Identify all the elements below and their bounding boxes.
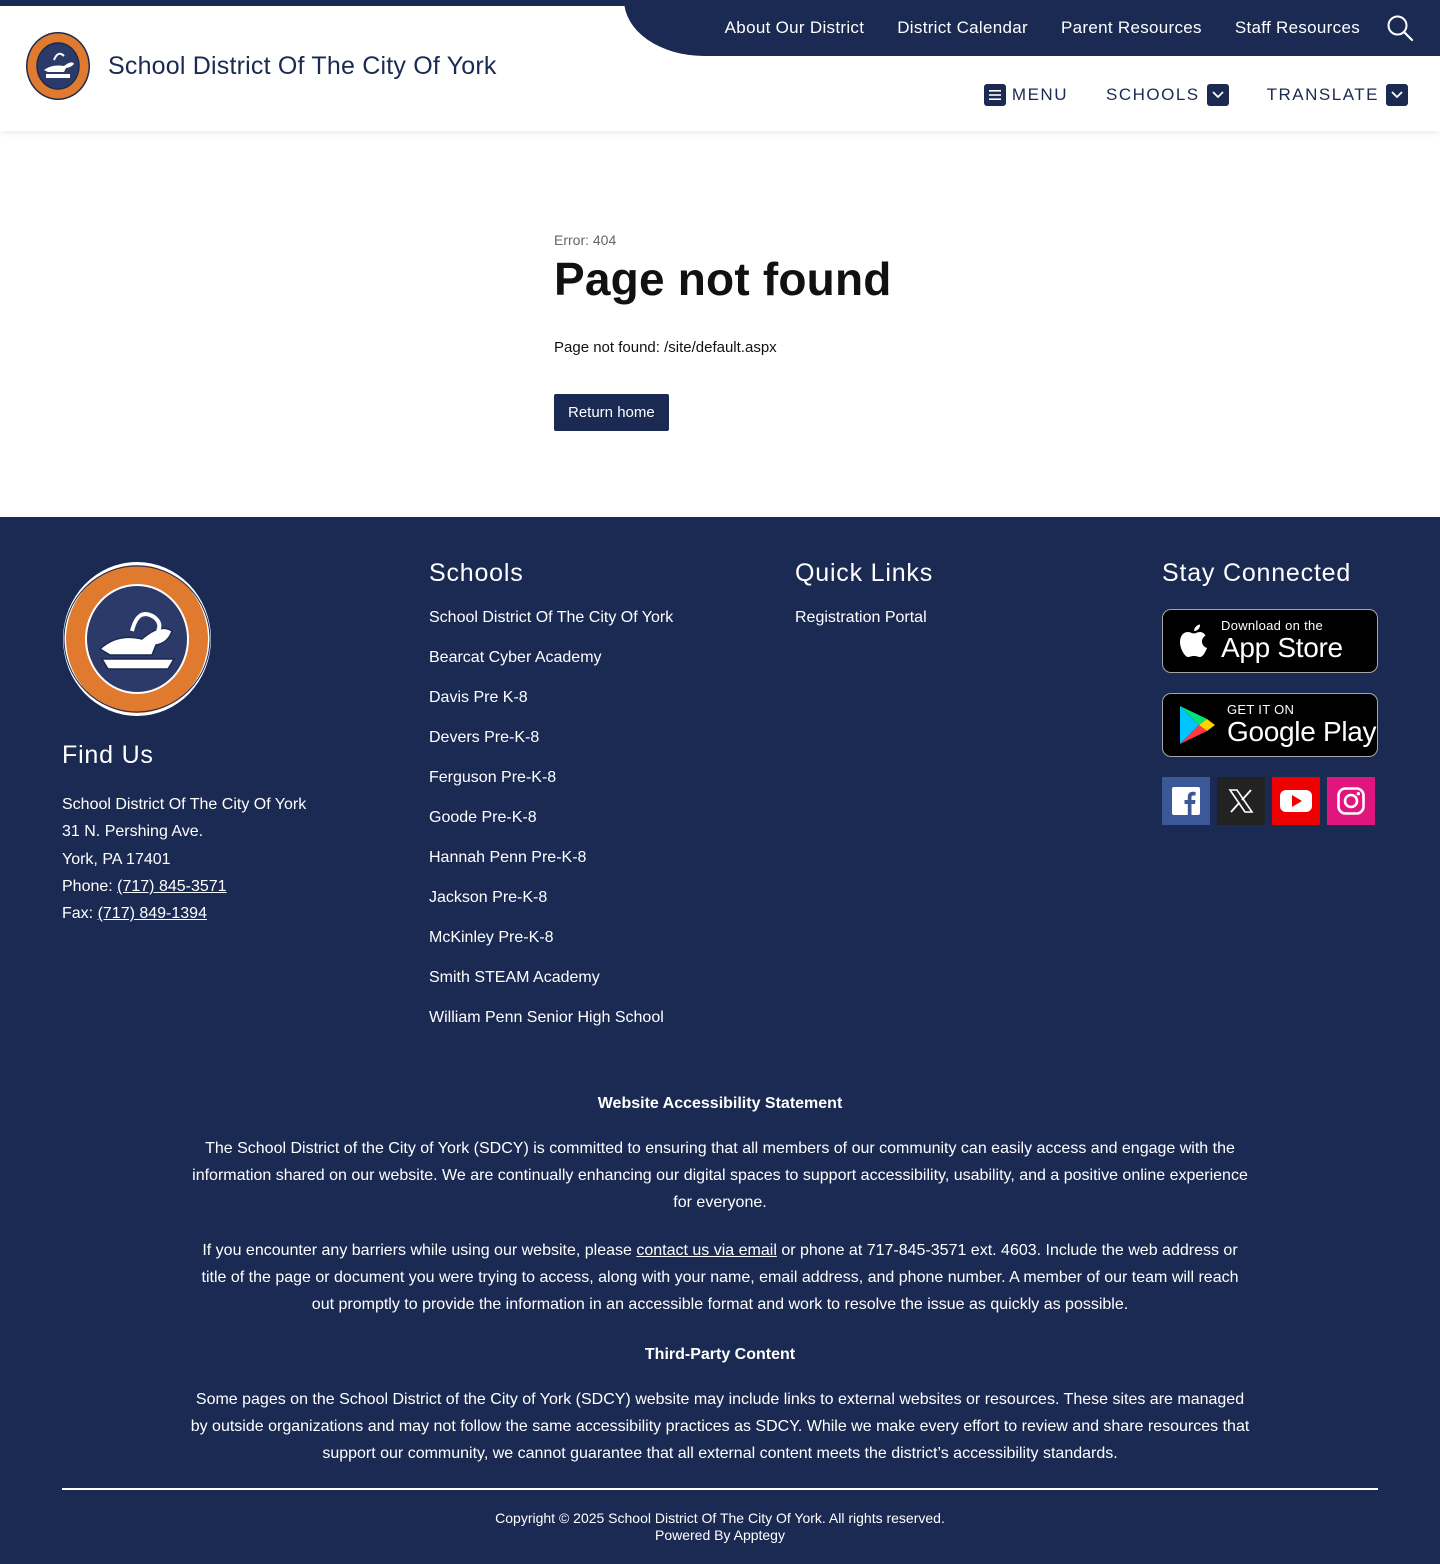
search-icon bbox=[1386, 14, 1414, 42]
school-link[interactable]: Smith STEAM Academy bbox=[429, 969, 600, 986]
chevron-down-icon bbox=[1207, 84, 1229, 106]
school-link[interactable]: Ferguson Pre-K-8 bbox=[429, 769, 557, 786]
instagram-icon bbox=[1336, 786, 1366, 816]
error-content bbox=[554, 232, 1254, 431]
utility-link-staff-resources[interactable]: Staff Resources bbox=[1234, 18, 1360, 37]
utility-link-about[interactable]: About Our District bbox=[724, 18, 865, 37]
school-link[interactable]: Devers Pre-K-8 bbox=[429, 729, 540, 746]
main-nav bbox=[984, 84, 1408, 106]
accessibility-heading-text: Website Accessibility Statement bbox=[597, 1095, 843, 1112]
quick-links-list bbox=[795, 609, 927, 649]
city-state-zip: York, PA 17401 bbox=[62, 850, 171, 868]
district-name: School District Of The City Of York bbox=[62, 796, 307, 813]
x-icon bbox=[1227, 787, 1255, 815]
third-party-heading-text: Third-Party Content bbox=[644, 1346, 796, 1363]
schools-title: Schools bbox=[429, 559, 524, 587]
district-seal-logo bbox=[62, 561, 212, 717]
fax-link[interactable]: (717) 849-1394 bbox=[97, 905, 207, 923]
school-link[interactable]: Goode Pre-K-8 bbox=[429, 809, 537, 826]
school-link[interactable]: Hannah Penn Pre-K-8 bbox=[429, 849, 587, 866]
site-footer bbox=[0, 517, 1440, 1564]
stay-connected-title: Stay Connected bbox=[1162, 559, 1352, 587]
school-link[interactable]: McKinley Pre-K-8 bbox=[429, 929, 554, 946]
phone-link[interactable]: (717) 845-3571 bbox=[117, 877, 227, 895]
list-item bbox=[429, 849, 673, 889]
error-code: Error: 404 bbox=[554, 232, 617, 248]
footer-divider bbox=[62, 1488, 1378, 1490]
accessibility-paragraph-1: The School District of the City of York (SDCY) is committed to ensuring that all members of our community can easily access and engage with the information shared on our website. We are continually enhancing our digital spaces to support accessibility, usability, and a positive online experience for everyone. bbox=[192, 1140, 1248, 1212]
facebook-icon bbox=[1171, 786, 1201, 816]
list-item bbox=[429, 769, 673, 809]
app-store-button[interactable] bbox=[1162, 609, 1378, 673]
school-link[interactable]: School District Of The City Of York bbox=[429, 609, 674, 626]
brand-link[interactable] bbox=[24, 30, 497, 102]
phone-line bbox=[62, 873, 306, 900]
error-message: Page not found: /site/default.aspx bbox=[554, 339, 777, 356]
find-us-title: Find Us bbox=[62, 741, 154, 769]
school-link[interactable]: Jackson Pre-K-8 bbox=[429, 889, 548, 906]
google-play-big-text: Google Play bbox=[1227, 716, 1377, 747]
accessibility-paragraph-2 bbox=[190, 1237, 1250, 1319]
chevron-down-icon bbox=[1386, 84, 1408, 106]
fax-line bbox=[62, 900, 306, 927]
app-store-small-text: Download on the bbox=[1221, 618, 1324, 633]
utility-links bbox=[725, 0, 1360, 56]
school-link[interactable]: Bearcat Cyber Academy bbox=[429, 649, 602, 666]
social-links bbox=[1162, 777, 1375, 825]
schools-label: SCHOOLS bbox=[1105, 85, 1200, 104]
copyright-block bbox=[0, 1510, 1440, 1544]
menu-label: MENU bbox=[1011, 85, 1068, 104]
schools-dropdown[interactable] bbox=[1106, 84, 1229, 106]
youtube-icon bbox=[1279, 789, 1313, 813]
app-store-big-text: App Store bbox=[1221, 632, 1343, 663]
third-party-paragraph: Some pages on the School District of the City of York (SDCY) website may include links to external websites or resources. These sites are managed by outside organizations and may not follow the same accessibility practices as SDCY. While we make every effort to review and share resources that support our community, we cannot guarantee that all external content meets the district’s accessibility standards. bbox=[190, 1391, 1250, 1463]
instagram-link[interactable] bbox=[1327, 777, 1375, 825]
registration-portal-link[interactable]: Registration Portal bbox=[795, 609, 927, 626]
utility-link-parent-resources[interactable]: Parent Resources bbox=[1060, 18, 1202, 37]
address-block bbox=[62, 791, 306, 927]
school-link[interactable]: William Penn Senior High School bbox=[429, 1009, 664, 1026]
school-link[interactable]: Davis Pre K-8 bbox=[429, 689, 528, 706]
list-item bbox=[429, 649, 673, 689]
google-play-button[interactable] bbox=[1162, 693, 1378, 757]
third-party-heading bbox=[190, 1341, 1250, 1368]
google-play-icon bbox=[1177, 704, 1217, 746]
list-item bbox=[429, 969, 673, 1009]
copyright-text: Copyright © 2025 School District Of The City Of York. All rights reserved. bbox=[495, 1510, 945, 1526]
list-item bbox=[795, 609, 927, 649]
translate-dropdown[interactable] bbox=[1267, 84, 1408, 106]
site-header bbox=[0, 0, 1440, 131]
fax-label: Fax: bbox=[62, 905, 98, 923]
phone-label: Phone: bbox=[62, 877, 118, 895]
utility-link-calendar[interactable]: District Calendar bbox=[897, 18, 1028, 37]
menu-button[interactable] bbox=[984, 84, 1068, 106]
list-item bbox=[429, 809, 673, 849]
quick-links-title: Quick Links bbox=[795, 559, 934, 587]
return-home-button[interactable]: Return home bbox=[554, 394, 669, 431]
translate-label: TRANSLATE bbox=[1266, 85, 1379, 104]
list-item bbox=[429, 929, 673, 969]
list-item bbox=[429, 889, 673, 929]
apple-icon bbox=[1177, 622, 1211, 660]
top-accent-bar bbox=[0, 0, 1440, 6]
hamburger-icon bbox=[984, 84, 1006, 106]
list-item bbox=[429, 689, 673, 729]
list-item bbox=[429, 1009, 673, 1049]
street-address: 31 N. Pershing Ave. bbox=[62, 823, 204, 841]
contact-email-link[interactable]: contact us via email bbox=[636, 1242, 777, 1259]
list-item bbox=[429, 729, 673, 769]
page-title: Page not found bbox=[554, 253, 892, 305]
district-seal-logo bbox=[24, 30, 92, 102]
powered-by-link[interactable]: Powered By Apptegy bbox=[655, 1527, 785, 1543]
utility-nav bbox=[624, 0, 1440, 56]
google-play-small-text: GET IT ON bbox=[1227, 702, 1295, 717]
paragraph-text: If you encounter any barriers while using our website, please bbox=[202, 1242, 637, 1259]
accessibility-heading bbox=[190, 1090, 1250, 1117]
x-link[interactable] bbox=[1217, 777, 1265, 825]
schools-list bbox=[429, 609, 673, 1049]
youtube-link[interactable] bbox=[1272, 777, 1320, 825]
search-button[interactable] bbox=[1386, 14, 1414, 42]
site-title: School District Of The City Of York bbox=[108, 51, 497, 80]
list-item bbox=[429, 609, 673, 649]
paragraph-text: or phone at 717-845-3571 ext. 4603. Include the web address or title of the page or document you were trying to access, along with your name, email address, and phone number. A member of our team will reach out promptly to provide the information in an accessible format and work to resolve the issue as quickly as possible. bbox=[201, 1242, 1239, 1314]
facebook-link[interactable] bbox=[1162, 777, 1210, 825]
